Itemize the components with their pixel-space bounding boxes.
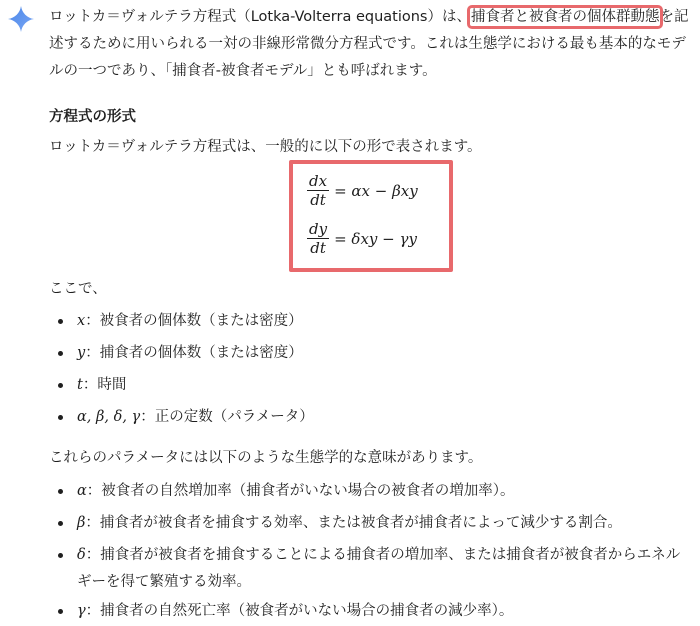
list-item-text: ：捕食者の自然死亡率（被食者がいない場合の捕食者の減少率）。 (85, 603, 514, 619)
fraction-numerator: dy (309, 220, 328, 238)
math-symbol: y (77, 345, 86, 361)
list-item (49, 478, 689, 505)
list-item (49, 308, 689, 335)
bullet-dot (58, 609, 63, 614)
equation-rhs: = αx − βxy (334, 182, 418, 200)
bullet-dot (58, 415, 63, 420)
list-item-text: ：時間 (82, 377, 127, 393)
fraction-numerator: dx (309, 172, 328, 190)
list-item (49, 542, 689, 596)
bullet-dot (58, 553, 63, 558)
equation-box (289, 160, 453, 272)
fraction (307, 173, 329, 209)
math-symbol: α (77, 483, 87, 499)
list-item-text: ：捕食者が被食者を捕食することによる捕食者の増加率、または捕食者が被食者からエネルギーを得て繁殖する効率。 (77, 547, 681, 590)
math-symbol: γ (77, 603, 86, 619)
fraction (307, 221, 329, 257)
bullet-dot (58, 489, 63, 494)
list-item-text: ：捕食者が被食者を捕食する効率、または被食者が捕食者によって減少する割合。 (85, 515, 622, 531)
koko-text: ここで、 (49, 281, 107, 297)
intro-paragraph (49, 4, 689, 85)
fraction-denominator: dt (310, 191, 326, 209)
intro-text-after: を記述するために用いられる一対の非線形常微分方程式です。これは生態学における最も基本的なモデルの一つであり、「捕食者-被食者モデル」とも呼ばれます。 (49, 9, 689, 79)
intro-text-before: ロットカ＝ヴォルテラ方程式（Lotka-Volterra equations）は、 (49, 9, 471, 25)
equation-2 (307, 221, 417, 257)
list-item-text: ：被食者の個体数（または密度） (85, 313, 303, 329)
list-item-text: ：捕食者の個体数（または密度） (85, 345, 303, 361)
list-item-text: ：被食者の自然増加率（捕食者がいない場合の被食者の増加率）。 (86, 483, 515, 499)
sparkle-icon (8, 6, 34, 32)
list-item (49, 340, 689, 367)
math-symbol: α, β, δ, γ (77, 409, 141, 425)
highlighted-phrase: 捕食者と被食者の個体群動態 (470, 9, 660, 25)
bullet-dot (58, 319, 63, 324)
math-symbol: t (77, 377, 83, 393)
list-item (49, 510, 689, 537)
bullet-dot (58, 383, 63, 388)
equation-1 (307, 173, 418, 209)
math-symbol: δ (77, 547, 86, 563)
params-intro: これらのパラメータには以下のような生態学的な意味があります。 (49, 450, 483, 466)
list-item-text: ：正の定数（パラメータ） (140, 409, 314, 425)
fraction-denominator: dt (310, 239, 326, 257)
list-item (49, 598, 689, 625)
bullet-dot (58, 351, 63, 356)
section-heading: 方程式の形式 (49, 109, 136, 125)
bullet-dot (58, 521, 63, 526)
list-item (49, 372, 689, 399)
math-symbol: x (77, 313, 86, 329)
section-sentence: ロットカ＝ヴォルテラ方程式は、一般的に以下の形で表されます。 (49, 139, 482, 155)
math-symbol: β (77, 515, 86, 531)
equation-rhs: = δxy − γy (334, 230, 417, 248)
list-item (49, 404, 689, 431)
